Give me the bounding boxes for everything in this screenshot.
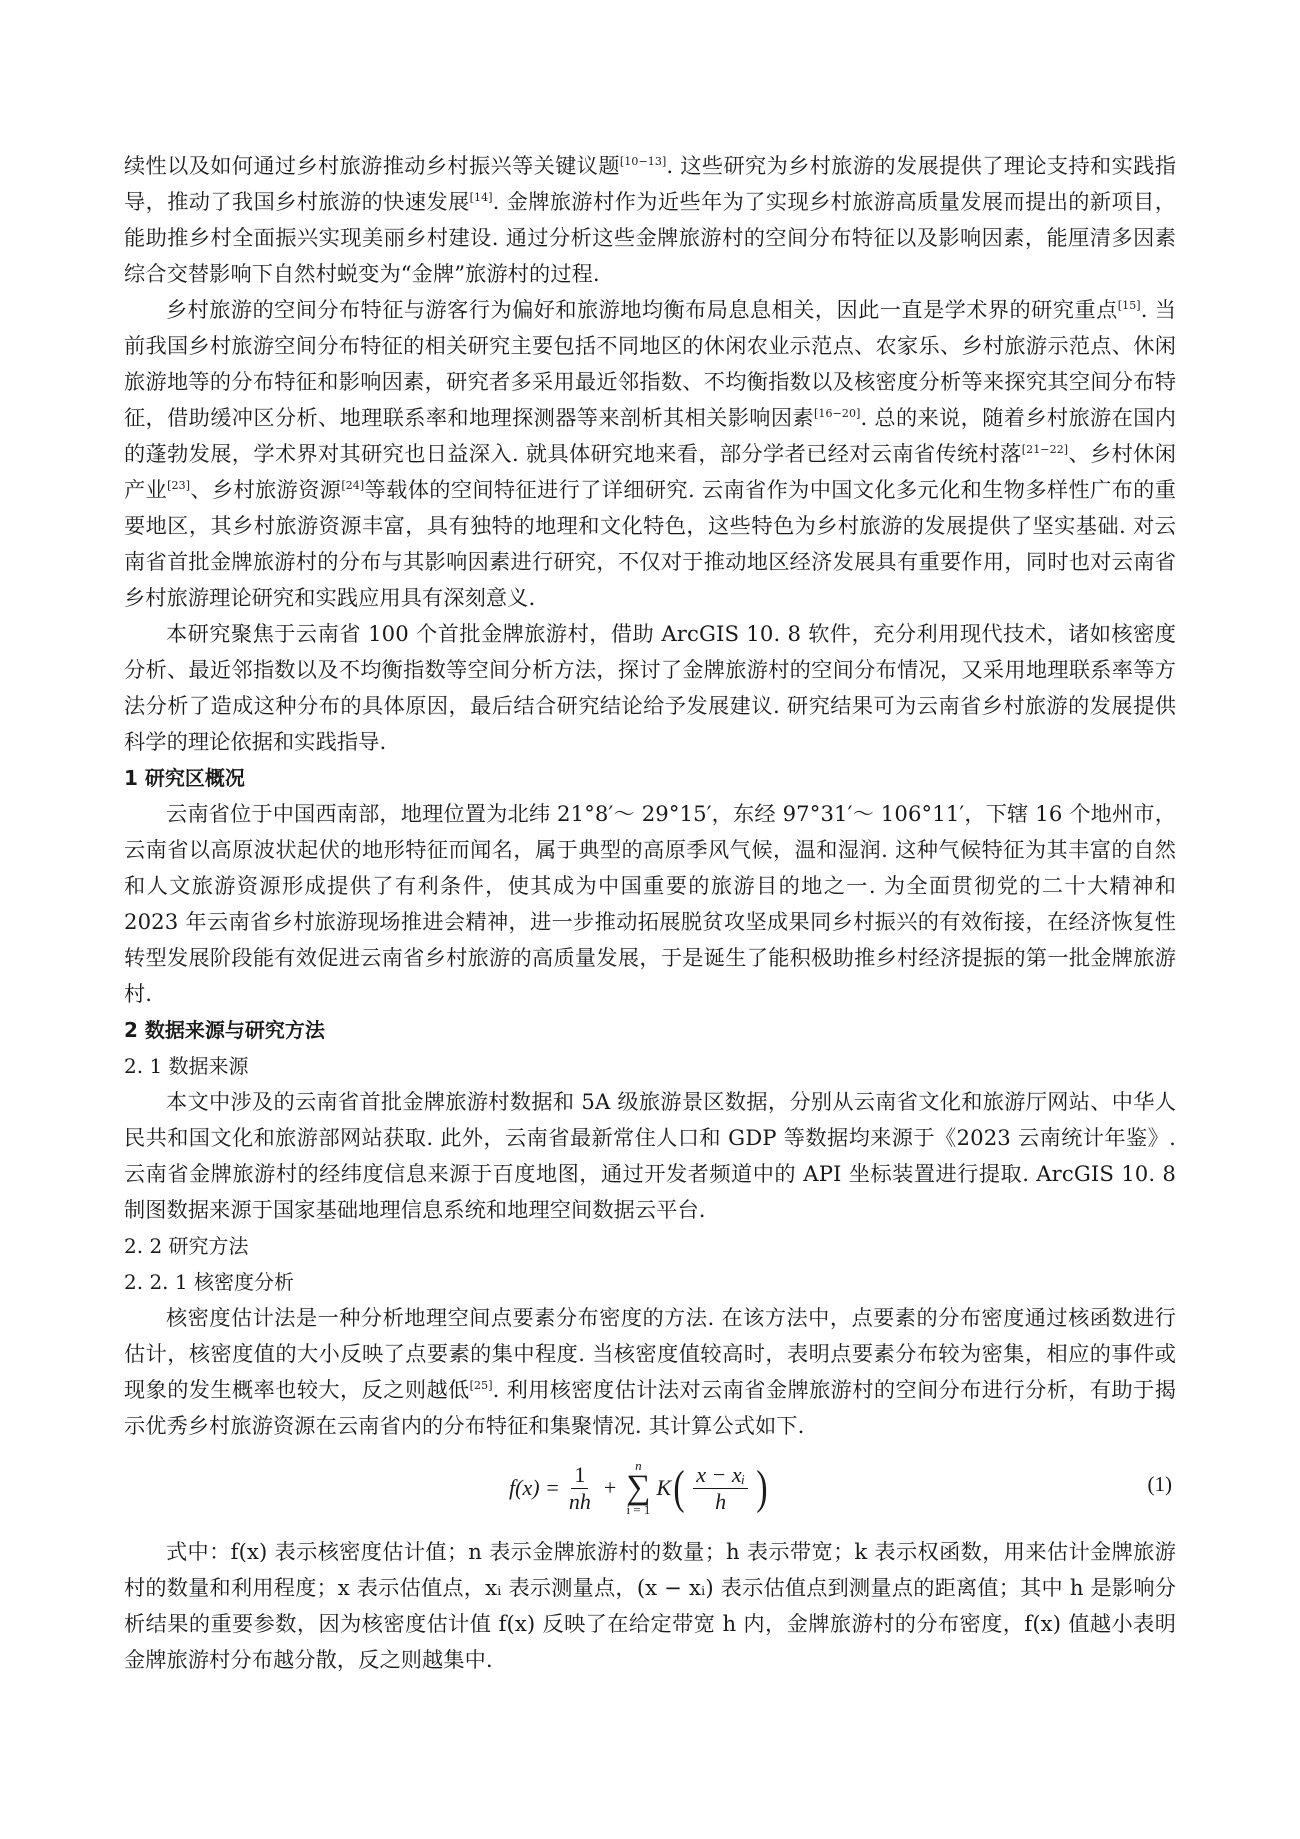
- citation: [21−22]: [1021, 442, 1069, 456]
- sigma-symbol: ∑: [626, 1469, 651, 1506]
- fraction-2: [693, 1462, 748, 1515]
- text-run: 乡村旅游的空间分布特征与游客行为偏好和旅游地均衡布局息息相关，因此一直是学术界的研究重点: [166, 297, 1118, 322]
- equation-body: [509, 1452, 770, 1524]
- citation: [23]: [167, 478, 191, 492]
- body-text: [124, 148, 1176, 1678]
- citation: [16−20]: [813, 406, 861, 420]
- text-run: 续性以及如何通过乡村旅游推动乡村振兴等关键议题: [124, 153, 620, 178]
- paragraph-research-review: [124, 292, 1176, 616]
- equation-1: [124, 1446, 1176, 1530]
- sum-upper: n: [635, 1458, 642, 1473]
- citation: [25]: [469, 1378, 493, 1392]
- paragraph-continuation: [124, 148, 1176, 292]
- subsubsection-heading-kde: 2. 2. 1 核密度分析: [124, 1270, 294, 1294]
- fraction-denominator: h: [715, 1488, 727, 1514]
- equation-number: (1): [1147, 1472, 1172, 1496]
- text-run: . 这些研究为乡村旅游的发展提供了理论支持和实践指导，推动了我国乡村旅游的快速发展: [124, 153, 1176, 214]
- summation: [626, 1459, 650, 1517]
- text-run: 、乡村旅游资源: [190, 477, 342, 502]
- text-run: . 当前我国乡村旅游空间分布特征的相关研究主要包括不同地区的休闲农业示范点、农家乐、乡村旅游示范点、休闲旅游地等的分布特征和影响因素，研究者多采用最近邻指数、不均衡指数以及核密度分析等来探究其空间分布特征，借助缓冲区分析、地理联系率和地理探测器等来剖析其相关影响因素: [124, 297, 1176, 430]
- equation-lhs: f(x) =: [509, 1475, 560, 1500]
- text-run: 核密度估计法是一种分析地理空间点要素分布密度的方法. 在该方法中，点要素的分布密度通过核函数进行估计，核密度值的大小反映了点要素的集中程度. 当核密度值较高时，表明点要素分布较为密集，相应的事件或现象的发生概率也较大，反之则越低: [124, 1305, 1176, 1402]
- citation: [24]: [341, 478, 365, 492]
- citation: [14]: [469, 190, 493, 204]
- text-run: . 总的来说，随着乡村旅游在国内的蓬勃发展，学术界对其研究也日益深入. 就具体研究地来看，部分学者已经对云南省传统村落: [124, 405, 1176, 466]
- subsection-heading-methods: 2. 2 研究方法: [124, 1234, 249, 1258]
- plus-sign: +: [603, 1475, 617, 1500]
- fraction-denominator: nh: [568, 1488, 591, 1514]
- right-paren: ): [756, 1461, 768, 1514]
- paragraph-study-area: 云南省位于中国西南部，地理位置为北纬 21°8′～ 29°15′，东经 97°31′～ 106°11′，下辖 16 个地州市，云南省以高原波状起伏的地形特征而闻名，属于典型的高原季风气候，温和湿润. 这种气候特征为其丰富的自然和人文旅游资源形成提供了有利条件，使其成为中国重要的旅游目的地之一. 为全面贯彻党的二十大精神和 2023 年云南省乡村旅游现场推进会精神，进一步推动拓展脱贫攻坚成果同乡村振兴的有效衔接，在经济恢复性转型发展阶段能有效促进云南省乡村旅游的高质量发展，于是诞生了能积极助推乡村经济提振的第一批金牌旅游村.: [124, 801, 1176, 1006]
- left-paren: (: [673, 1461, 685, 1514]
- paragraph-data-source: 本文中涉及的云南省首批金牌旅游村数据和 5A 级旅游景区数据，分别从云南省文化和旅游厅网站、中华人民共和国文化和旅游部网站获取. 此外，云南省最新常住人口和 GDP 等数据均来源于《2023 云南统计年鉴》. 云南省金牌旅游村的经纬度信息来源于百度地图，通过开发者频道中的 API 坐标装置进行提取. ArcGIS 10. 8 制图数据来源于国家基础地理信息系统和地理空间数据云平台.: [124, 1089, 1176, 1222]
- text-run: 、乡村休闲产业: [124, 441, 1176, 502]
- sum-lower: i = 1: [626, 1502, 651, 1517]
- text-run: . 金牌旅游村作为近些年为了实现乡村旅游高质量发展而提出的新项目，能助推乡村全面振兴实现美丽乡村建设. 通过分析这些金牌旅游村的空间分布特征以及影响因素，能厘清多因素综合交替影响下自然村蜕变为“金牌”旅游村的过程.: [124, 189, 1176, 286]
- text-run: . 利用核密度估计法对云南省金牌旅游村的空间分布进行分析，有助于揭示优秀乡村旅游资源在云南省内的分布特征和集聚情况. 其计算公式如下.: [124, 1377, 1176, 1438]
- section-heading-1: 1 研究区概况: [124, 766, 245, 790]
- citation: [10−13]: [619, 154, 667, 168]
- paragraph-formula-explanation: 式中：f(x) 表示核密度估计值；n 表示金牌旅游村的数量；h 表示带宽；k 表示权函数，用来估计金牌旅游村的数量和利用程度；x 表示估值点，xᵢ 表示测量点，(x − xᵢ) 表示估值点到测量点的距离值；其中 h 是影响分析结果的重要参数，因为核密度估计值 f(x) 反映了在给定带宽 h 内，金牌旅游村的分布密度，f(x) 值越小表明金牌旅游村分布越分散，反之则越集中.: [124, 1539, 1176, 1672]
- paragraph-kde: [124, 1300, 1176, 1444]
- fraction-1: [566, 1462, 594, 1515]
- paragraph-study-focus: 本研究聚焦于云南省 100 个首批金牌旅游村，借助 ArcGIS 10. 8 软件，充分利用现代技术，诸如核密度分析、最近邻指数以及不均衡指数等空间分析方法，探讨了金牌旅游村的空间分布情况，又采用地理联系率等方法分析了造成这种分布的具体原因，最后结合研究结论给予发展建议. 研究结果可为云南省乡村旅游的发展提供科学的理论依据和实践指导.: [124, 621, 1176, 754]
- text-run: 等载体的空间特征进行了详细研究. 云南省作为中国文化多元化和生物多样性广布的重要地区，其乡村旅游资源丰富，具有独特的地理和文化特色，这些特色为乡村旅游的发展提供了坚实基础. 对云南省首批金牌旅游村的分布与其影响因素进行研究，不仅对于推动地区经济发展具有重要作用，同时也对云南省乡村旅游理论研究和实践应用具有深刻意义.: [124, 477, 1176, 610]
- citation: [15]: [1117, 298, 1141, 312]
- fraction-numerator: 1: [571, 1462, 588, 1489]
- section-heading-2: 2 数据来源与研究方法: [124, 1018, 325, 1042]
- kernel-symbol: K: [656, 1475, 672, 1500]
- fraction-numerator: x − xᵢ: [693, 1462, 748, 1489]
- subsection-heading-data: 2. 1 数据来源: [124, 1054, 249, 1078]
